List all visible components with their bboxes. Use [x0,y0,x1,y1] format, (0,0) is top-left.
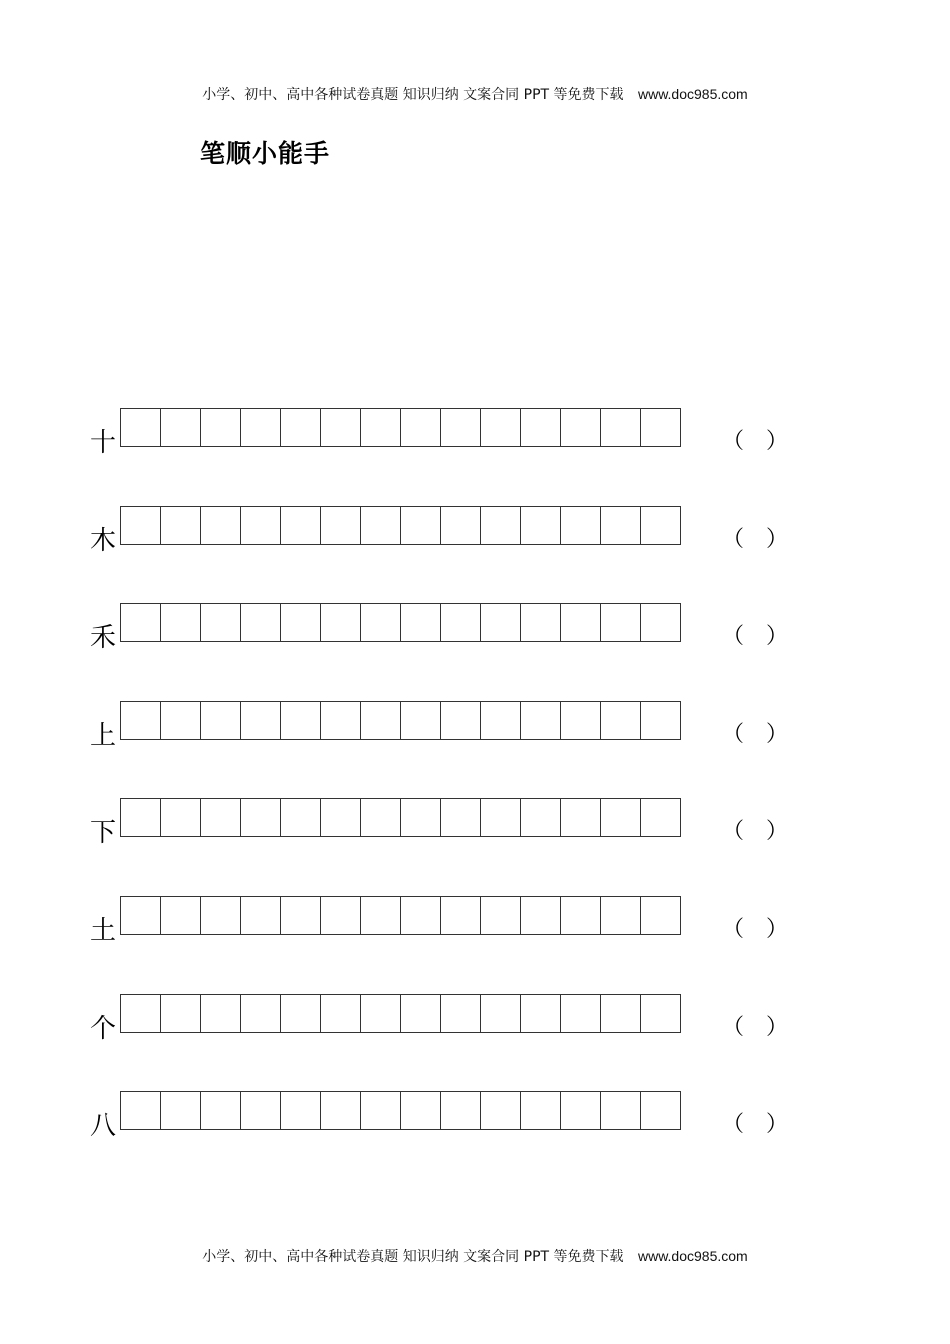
writing-cell[interactable] [520,798,560,837]
writing-cell[interactable] [440,798,480,837]
writing-cell[interactable] [480,603,520,642]
writing-cell[interactable] [120,1091,160,1130]
writing-cell[interactable] [480,506,520,545]
writing-cell[interactable] [160,408,200,447]
writing-cell[interactable] [480,994,520,1033]
footer-text: 小学、初中、高中各种试卷真题 知识归纳 文案合同 PPT 等免费下载 [202,1249,624,1265]
character-label: 上 [90,721,117,751]
exercise-row [0,506,950,566]
writing-cell[interactable] [280,701,320,740]
writing-cell[interactable] [480,798,520,837]
writing-cell[interactable] [560,701,600,740]
writing-cell[interactable] [120,506,160,545]
writing-cell[interactable] [320,603,360,642]
writing-cell[interactable] [160,506,200,545]
stroke-count-blank[interactable] [722,623,788,651]
open-paren: （ [722,917,745,942]
writing-cell[interactable] [280,798,320,837]
page-footer [0,1246,950,1266]
writing-cell[interactable] [240,701,280,740]
writing-cell[interactable] [160,896,200,935]
writing-cell[interactable] [480,1091,520,1130]
writing-cell[interactable] [600,798,640,837]
open-paren: （ [722,429,745,454]
writing-cell[interactable] [280,1091,320,1130]
exercise-row [0,408,950,468]
writing-cell[interactable] [320,506,360,545]
writing-cell[interactable] [280,506,320,545]
writing-cell[interactable] [120,701,160,740]
exercise-row [0,994,950,1054]
writing-cell[interactable] [400,408,440,447]
writing-cell[interactable] [120,408,160,447]
writing-cell[interactable] [520,994,560,1033]
writing-cell[interactable] [560,798,600,837]
writing-cell[interactable] [400,896,440,935]
close-paren: ） [766,722,789,747]
writing-cell[interactable] [520,408,560,447]
writing-cell[interactable] [400,994,440,1033]
writing-cell[interactable] [320,408,360,447]
writing-cell[interactable] [400,701,440,740]
writing-cell[interactable] [120,896,160,935]
open-paren: （ [722,722,745,747]
writing-cell[interactable] [480,896,520,935]
writing-cell[interactable] [320,896,360,935]
writing-cell[interactable] [120,603,160,642]
writing-cell[interactable] [640,798,681,837]
writing-cell[interactable] [360,408,400,447]
writing-cell[interactable] [640,896,681,935]
writing-cell[interactable] [280,408,320,447]
writing-grid [120,896,681,936]
exercise-row [0,798,950,858]
writing-cell[interactable] [640,603,681,642]
writing-cell[interactable] [360,1091,400,1130]
writing-cell[interactable] [400,1091,440,1130]
writing-cell[interactable] [200,896,240,935]
writing-cell[interactable] [240,603,280,642]
writing-cell[interactable] [560,506,600,545]
writing-cell[interactable] [400,798,440,837]
writing-cell[interactable] [160,701,200,740]
writing-cell[interactable] [360,603,400,642]
writing-cell[interactable] [240,1091,280,1130]
writing-cell[interactable] [160,1091,200,1130]
writing-cell[interactable] [160,994,200,1033]
character-label: 土 [90,916,117,946]
stroke-count-blank[interactable] [722,916,788,944]
writing-cell[interactable] [200,603,240,642]
writing-cell[interactable] [320,1091,360,1130]
writing-cell[interactable] [520,603,560,642]
exercise-row [0,896,950,956]
writing-cell[interactable] [160,603,200,642]
writing-cell[interactable] [560,408,600,447]
writing-cell[interactable] [440,896,480,935]
writing-cell[interactable] [200,701,240,740]
writing-cell[interactable] [240,798,280,837]
writing-cell[interactable] [360,994,400,1033]
writing-cell[interactable] [120,798,160,837]
writing-cell[interactable] [560,896,600,935]
writing-cell[interactable] [280,603,320,642]
character-label: 十 [90,428,117,458]
writing-cell[interactable] [200,1091,240,1130]
writing-cell[interactable] [520,1091,560,1130]
writing-cell[interactable] [520,506,560,545]
writing-cell[interactable] [320,798,360,837]
writing-cell[interactable] [280,896,320,935]
writing-cell[interactable] [240,994,280,1033]
page-header [0,84,950,104]
writing-cell[interactable] [600,1091,640,1130]
writing-cell[interactable] [560,994,600,1033]
writing-cell[interactable] [520,896,560,935]
writing-cell[interactable] [600,701,640,740]
close-paren: ） [766,429,789,454]
writing-cell[interactable] [280,994,320,1033]
writing-cell[interactable] [160,798,200,837]
writing-cell[interactable] [320,701,360,740]
open-paren: （ [722,527,745,552]
writing-cell[interactable] [320,994,360,1033]
exercise-row [0,701,950,761]
writing-cell[interactable] [600,603,640,642]
character-label: 禾 [90,623,117,653]
writing-cell[interactable] [240,408,280,447]
writing-grid [120,994,681,1034]
stroke-count-blank[interactable] [722,428,788,456]
writing-cell[interactable] [440,506,480,545]
close-paren: ） [766,624,789,649]
writing-cell[interactable] [360,506,400,545]
writing-grid [120,506,681,546]
writing-cell[interactable] [640,701,681,740]
writing-cell[interactable] [640,1091,681,1130]
writing-cell[interactable] [520,701,560,740]
writing-grid [120,603,681,643]
writing-cell[interactable] [440,994,480,1033]
open-paren: （ [722,624,745,649]
writing-cell[interactable] [600,896,640,935]
open-paren: （ [722,1112,745,1137]
page-title: 笔顺小能手 [200,139,331,168]
writing-cell[interactable] [200,506,240,545]
writing-cell[interactable] [560,1091,600,1130]
character-label: 八 [90,1111,117,1141]
stroke-count-blank[interactable] [722,818,788,846]
header-url[interactable]: www.doc985.com [637,86,748,102]
writing-cell[interactable] [120,994,160,1033]
open-paren: （ [722,819,745,844]
writing-cell[interactable] [480,408,520,447]
exercise-row [0,603,950,663]
writing-cell[interactable] [200,994,240,1033]
stroke-count-blank[interactable] [722,1111,788,1139]
open-paren: （ [722,1015,745,1040]
writing-cell[interactable] [440,603,480,642]
writing-cell[interactable] [240,506,280,545]
stroke-count-blank[interactable] [722,526,788,554]
writing-cell[interactable] [600,994,640,1033]
writing-cell[interactable] [600,408,640,447]
close-paren: ） [766,1015,789,1040]
stroke-count-blank[interactable] [722,721,788,749]
writing-cell[interactable] [640,408,681,447]
character-label: 下 [90,818,117,848]
close-paren: ） [766,527,789,552]
writing-cell[interactable] [480,701,520,740]
character-label: 个 [90,1014,117,1044]
writing-cell[interactable] [440,701,480,740]
writing-cell[interactable] [360,701,400,740]
writing-cell[interactable] [400,603,440,642]
close-paren: ） [766,917,789,942]
stroke-count-blank[interactable] [722,1014,788,1042]
writing-cell[interactable] [240,896,280,935]
writing-grid [120,798,681,838]
writing-cell[interactable] [400,506,440,545]
writing-grid [120,701,681,741]
close-paren: ） [766,819,789,844]
header-text: 小学、初中、高中各种试卷真题 知识归纳 文案合同 PPT 等免费下载 [202,87,624,103]
exercise-row [0,1091,950,1151]
writing-cell[interactable] [200,408,240,447]
writing-cell[interactable] [600,506,640,545]
writing-cell[interactable] [640,994,681,1033]
footer-url[interactable]: www.doc985.com [637,1248,748,1264]
writing-cell[interactable] [200,798,240,837]
writing-cell[interactable] [560,603,600,642]
writing-cell[interactable] [640,506,681,545]
writing-cell[interactable] [360,896,400,935]
writing-cell[interactable] [360,798,400,837]
writing-grid [120,1091,681,1131]
writing-cell[interactable] [440,408,480,447]
close-paren: ） [766,1112,789,1137]
writing-grid [120,408,681,448]
writing-cell[interactable] [440,1091,480,1130]
character-label: 木 [90,526,117,556]
